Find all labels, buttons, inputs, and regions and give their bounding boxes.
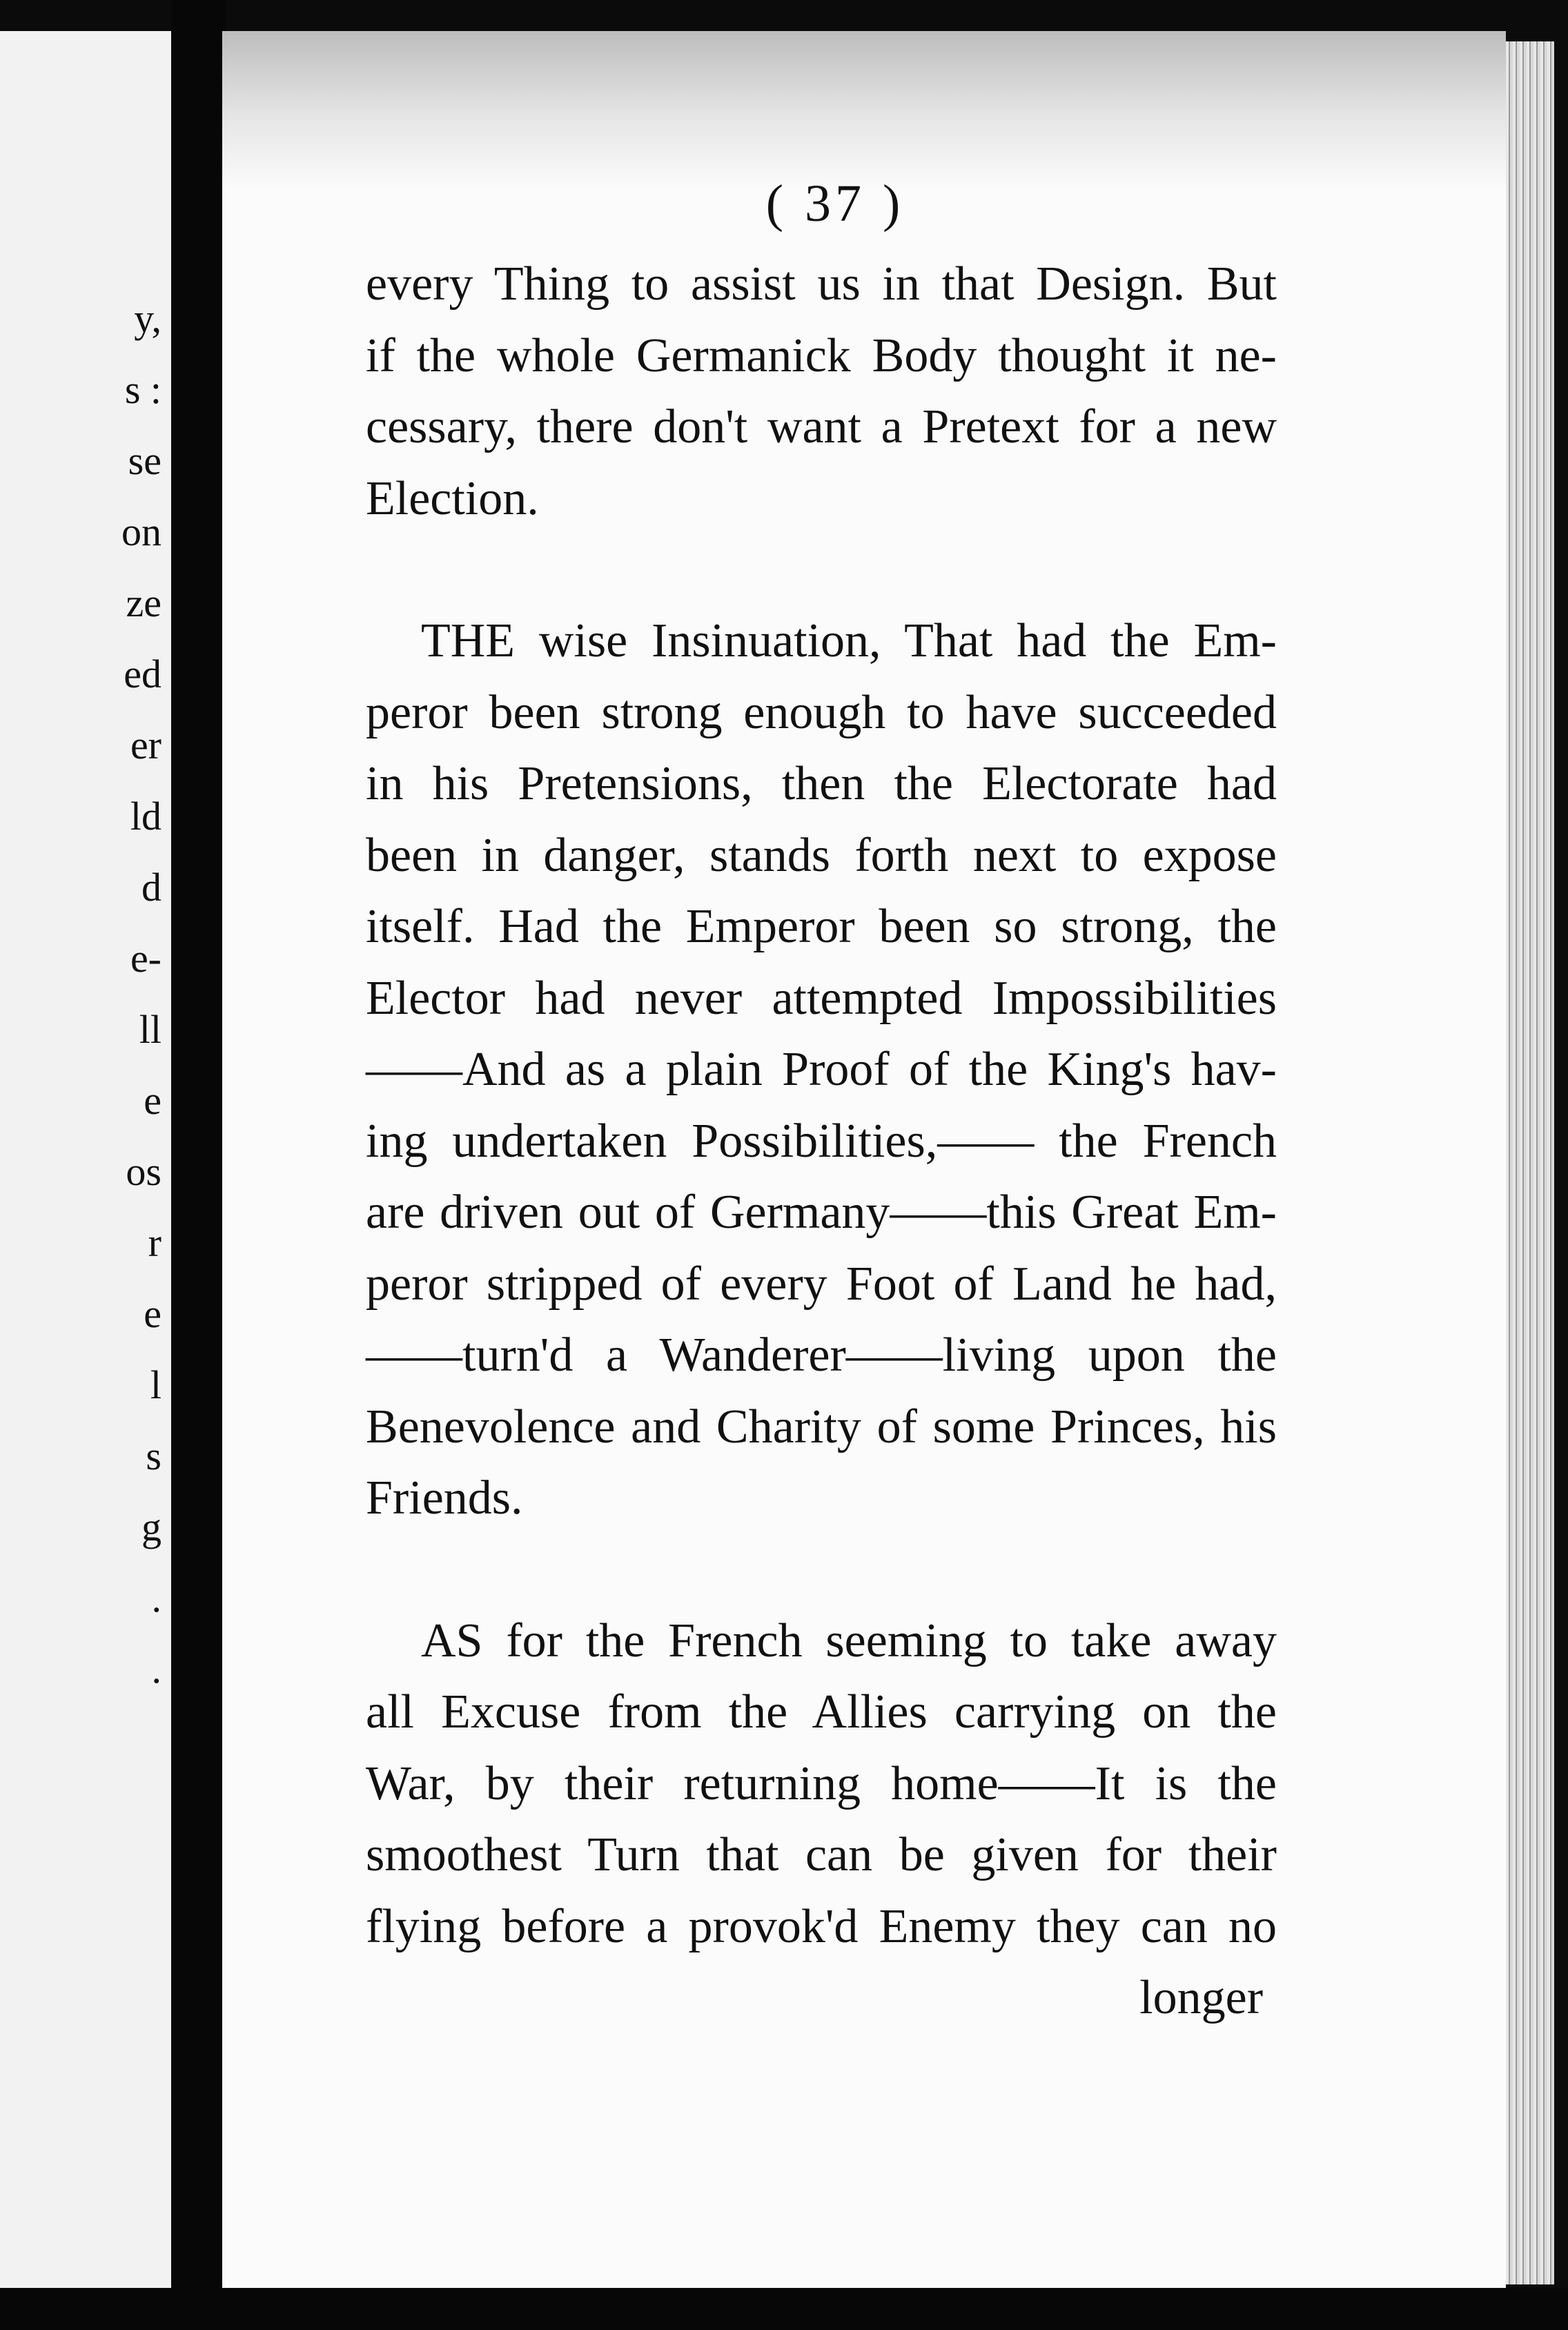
fragment: er <box>130 723 161 767</box>
text-line: smoothest Turn that can be given for their <box>366 1828 1277 1881</box>
text-line: Elector had never attempted Impossibilities <box>366 971 1277 1025</box>
facing-page <box>0 31 171 2288</box>
paragraph-2 <box>366 605 1277 1534</box>
fragment: e- <box>130 936 161 981</box>
text-line: Friends. <box>366 1471 523 1525</box>
fragment: ll <box>139 1007 161 1052</box>
fragment: os <box>126 1149 161 1194</box>
fragment: s <box>146 1433 161 1478</box>
text-line: been in danger, stands forth next to expose <box>366 828 1277 882</box>
text-line: ing undertaken Possibilities,—— the French <box>366 1114 1277 1168</box>
fragment: d <box>141 865 161 910</box>
paragraph-1 <box>366 248 1277 534</box>
text-line: Benevolence and Charity of some Princes, his <box>366 1400 1277 1453</box>
text-line: peror been strong enough to have succeeded <box>366 685 1277 739</box>
fragment: y, <box>134 296 161 341</box>
fragment: e <box>144 1078 161 1123</box>
text-line: flying before a provok'd Enemy they can no <box>366 1899 1277 1953</box>
page-edges <box>1506 41 1554 2284</box>
text-line: if the whole Germanick Body thought it ne- <box>366 329 1277 382</box>
text-line: cessary, there don't want a Pretext for a new <box>366 400 1277 453</box>
fragment: g <box>141 1505 161 1549</box>
text-line: are driven out of Germany——this Great Em- <box>366 1186 1277 1239</box>
facing-page-text-fragments <box>72 31 161 1705</box>
fragment: on <box>121 509 161 554</box>
fragment: r <box>148 1220 161 1265</box>
fragment: e <box>144 1291 161 1336</box>
fragment: ld <box>130 794 161 839</box>
fragment: . <box>151 1647 161 1692</box>
fragment: ed <box>124 652 161 696</box>
text-line: War, by their returning home——It is the <box>366 1756 1277 1810</box>
text-line: AS for the French seeming to take away <box>421 1614 1277 1667</box>
fragment: . <box>151 1576 161 1621</box>
page-number: ( 37 ) <box>765 175 905 233</box>
paragraph-3 <box>366 1605 1277 1963</box>
text-line: every Thing to assist us in that Design. But <box>366 257 1277 311</box>
text-line: Election. <box>366 471 539 525</box>
text-line: ——turn'd a Wanderer——living upon the <box>366 1329 1277 1382</box>
fragment: s : <box>124 367 161 412</box>
text-line: peror stripped of every Foot of Land he had, <box>366 1257 1277 1311</box>
fragment: l <box>150 1362 161 1407</box>
fragment: ze <box>126 580 161 625</box>
text-line: all Excuse from the Allies carrying on the <box>366 1685 1277 1739</box>
paragraph-gap <box>366 534 1277 605</box>
text-line: itself. Had the Emperor been so strong, the <box>366 900 1277 953</box>
fragment: se <box>128 438 161 483</box>
book-gutter <box>171 0 226 2330</box>
paragraph-gap <box>366 1534 1277 1605</box>
catchword: longer <box>1139 1971 1263 2024</box>
text-line: in his Pretensions, then the Electorate had <box>366 757 1277 810</box>
page-content <box>366 166 1277 2034</box>
scan-border <box>0 2289 1568 2330</box>
text-line: ——And as a plain Proof of the King's hav- <box>366 1043 1277 1096</box>
text-line: THE wise Insinuation, That had the Em- <box>421 614 1277 667</box>
